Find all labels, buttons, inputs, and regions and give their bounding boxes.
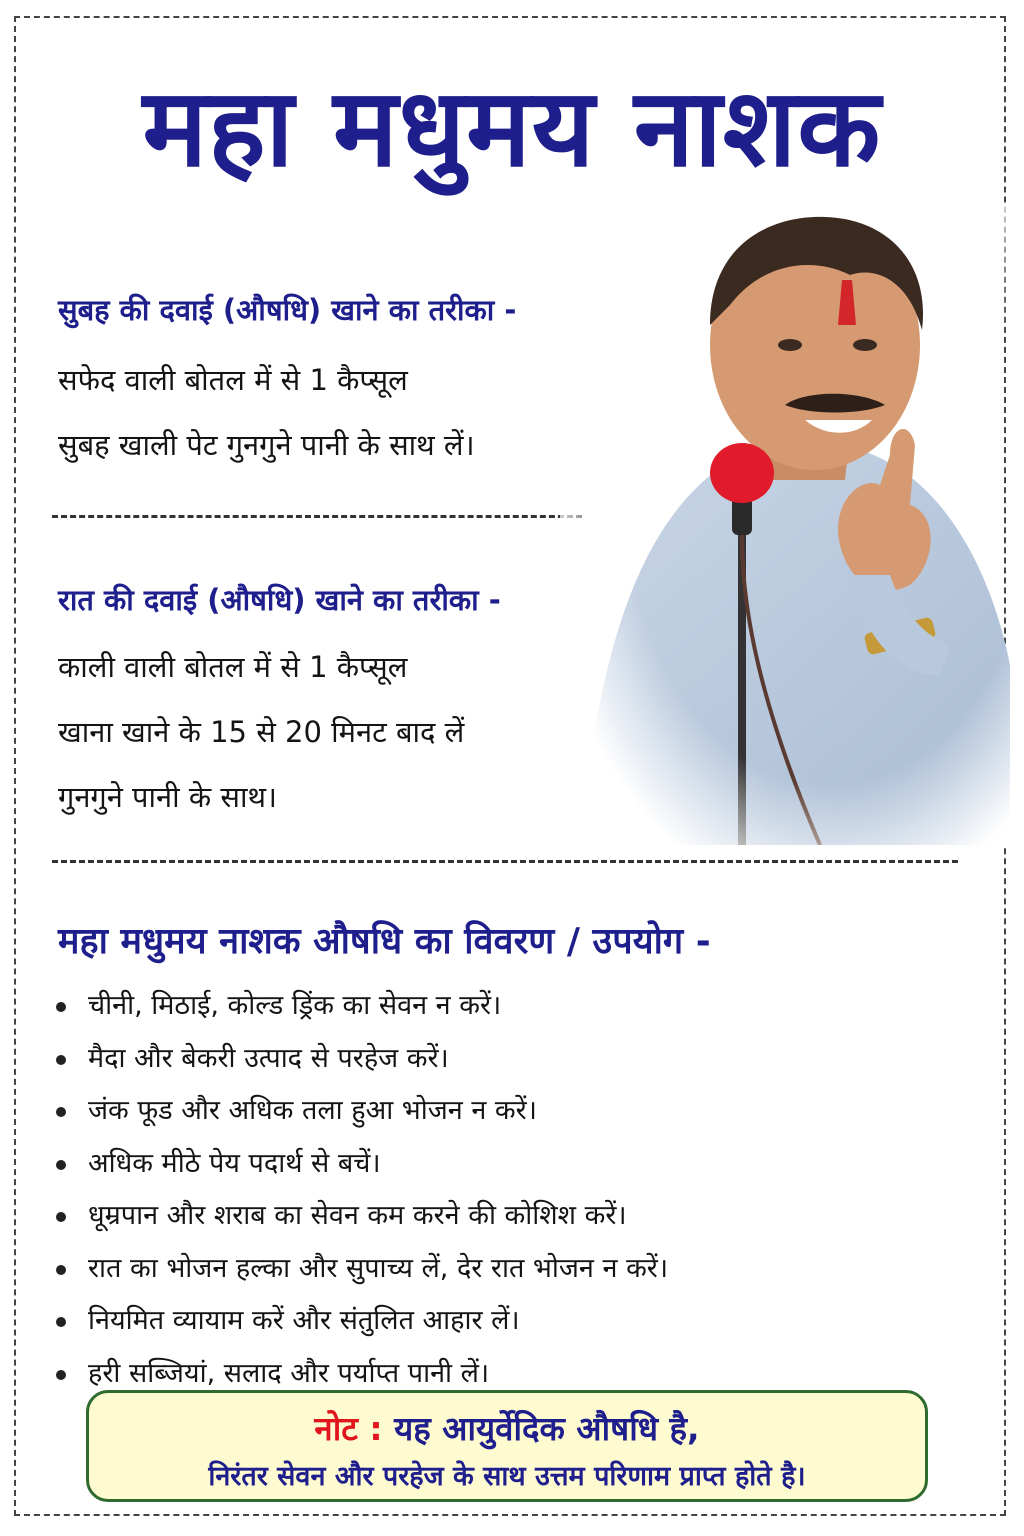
divider-usage [52,860,958,863]
list-item: हरी सब्जियां, सलाद और पर्याप्त पानी लें। [52,1348,668,1401]
list-item: अधिक मीठे पेय पदार्थ से बचें। [52,1138,668,1191]
list-item: नियमित व्यायाम करें और संतुलित आहार लें। [52,1295,668,1348]
list-item: जंक फूड और अधिक तला हुआ भोजन न करें। [52,1085,668,1138]
bullet-icon [56,1055,66,1065]
morning-line-1: सफेद वाली बोतल में से 1 कैप्सूल [58,363,408,397]
bullet-icon [56,1370,66,1380]
list-item: रात का भोजन हल्का और सुपाच्य लें, देर रात भोजन न करें। [52,1243,668,1296]
usage-heading: महा मधुमय नाशक औषधि का विवरण / उपयोग - [58,921,711,962]
bullet-icon [56,1002,66,1012]
bullet-icon [56,1265,66,1275]
night-line-1: काली वाली बोतल में से 1 कैप्सूल [58,650,408,684]
morning-heading: सुबह की दवाई (औषधि) खाने का तरीका - [58,293,517,327]
note-label: नोट : [314,1409,383,1448]
night-heading: रात की दवाई (औषधि) खाने का तरीका - [58,583,501,617]
morning-line-2: सुबह खाली पेट गुनगुने पानी के साथ लें। [58,428,475,462]
note-box [86,1390,928,1502]
note-text-2: निरंतर सेवन और परहेज के साथ उत्तम परिणाम प्राप्त होते है। [208,1461,806,1492]
speaker-photo [560,205,1010,845]
night-line-2: खाना खाने के 15 से 20 मिनट बाद लें [58,715,465,749]
list-item: चीनी, मिठाई, कोल्ड ड्रिंक का सेवन न करें। [52,980,668,1033]
bullet-icon [56,1212,66,1222]
bullet-icon [56,1160,66,1170]
page-title: महा मधुमय नाशक [142,66,882,191]
list-item: धूम्रपान और शराब का सेवन कम करने की कोशिश करें। [52,1190,668,1243]
bullet-icon [56,1317,66,1327]
bullet-icon [56,1107,66,1117]
divider-morning [52,515,582,518]
list-item: मैदा और बेकरी उत्पाद से परहेज करें। [52,1033,668,1086]
night-line-3: गुनगुने पानी के साथ। [58,780,277,814]
usage-list [52,980,668,1400]
note-text-1: यह आयुर्वेदिक औषधि है, [394,1409,700,1448]
